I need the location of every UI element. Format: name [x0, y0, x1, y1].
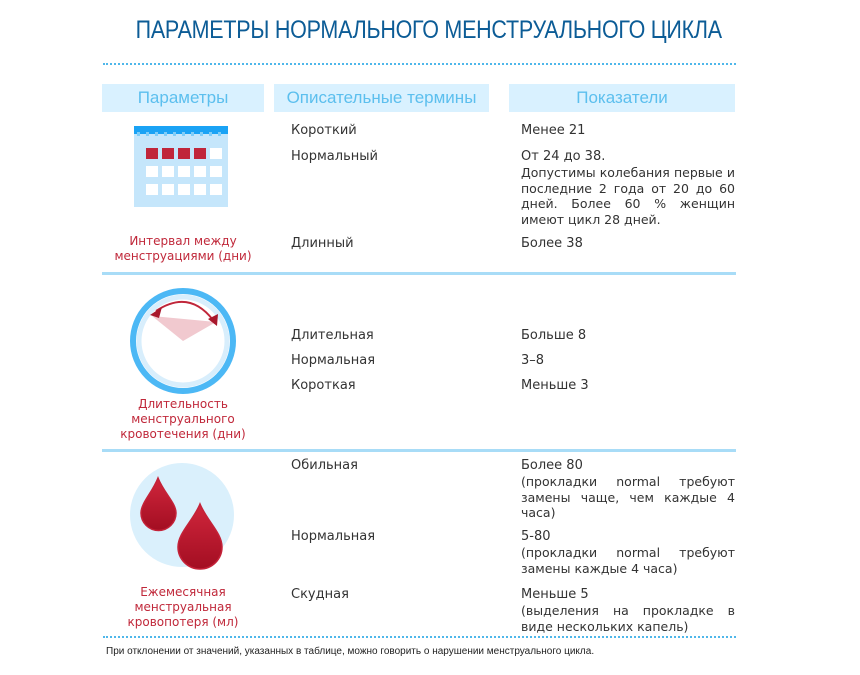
value-note: (прокладки normal требуют замены каждые 4 часа)	[521, 545, 735, 576]
term-normal-loss: Нормальная	[291, 529, 376, 544]
value-short-duration	[521, 378, 735, 394]
term-scant: Скудная	[291, 587, 349, 602]
header-terms: Описательные термины	[274, 84, 489, 112]
value-main: Более 38	[521, 236, 583, 251]
title-divider	[103, 63, 736, 65]
value-scant	[521, 587, 735, 634]
label-interval	[102, 234, 264, 264]
value-long	[521, 236, 735, 252]
bottom-divider	[103, 636, 736, 638]
footnote: При отклонении от значений, указанных в таблице, можно говорить о нарушении менструального цикла.	[106, 646, 595, 657]
value-note: (прокладки normal требуют замены чаще, чем каждые 4 часа)	[521, 474, 735, 520]
label-line: менструального	[131, 412, 235, 426]
term-long: Длинный	[291, 236, 354, 251]
value-short	[521, 123, 735, 139]
calendar-icon	[134, 126, 228, 207]
section-divider	[102, 272, 736, 275]
label-line: кровопотеря (мл)	[127, 615, 239, 629]
value-long-duration	[521, 328, 735, 344]
clock-icon	[129, 287, 237, 395]
value-normal	[521, 149, 735, 227]
label-line: менструациями (дни)	[114, 249, 252, 263]
value-note: (выделения на прокладке в виде нескольких капель)	[521, 603, 735, 634]
label-line: менструальная	[134, 600, 232, 614]
label-line: Длительность	[138, 397, 228, 411]
header-parameters: Параметры	[102, 84, 264, 112]
label-line: Интервал между	[129, 234, 237, 248]
term-normal: Нормальный	[291, 149, 378, 164]
label-line: кровотечения (дни)	[120, 427, 246, 441]
header-values: Показатели	[509, 84, 735, 112]
label-blood-loss	[102, 585, 264, 630]
value-normal-loss	[521, 529, 735, 576]
page-title: ПАРАМЕТРЫ НОРМАЛЬНОГО МЕНСТРУАЛЬНОГО ЦИКЛА	[135, 16, 722, 44]
value-main: Меньше 3	[521, 378, 589, 393]
value-main: Больше 8	[521, 328, 587, 343]
section-divider	[102, 449, 736, 452]
value-normal-duration	[521, 353, 735, 369]
value-main: Менее 21	[521, 123, 586, 138]
value-main: 5-80	[521, 529, 551, 544]
term-short-duration: Короткая	[291, 378, 356, 393]
label-line: Ежемесячная	[140, 585, 226, 599]
value-heavy	[521, 458, 735, 521]
value-main: 3–8	[521, 353, 545, 368]
value-main: От 24 до 38.	[521, 149, 606, 164]
value-main: Меньше 5	[521, 587, 589, 602]
value-note: Допустимы колебания первые и последние 2 года от 20 до 60 дней. Более 60 % женщин имеют цикл 28 дней.	[521, 165, 735, 227]
term-heavy: Обильная	[291, 458, 358, 473]
term-long-duration: Длительная	[291, 328, 374, 343]
value-main: Более 80	[521, 458, 583, 473]
term-normal-duration: Нормальная	[291, 353, 376, 368]
term-short: Короткий	[291, 123, 357, 138]
label-duration	[102, 397, 264, 442]
blood-drops-icon	[130, 463, 234, 567]
